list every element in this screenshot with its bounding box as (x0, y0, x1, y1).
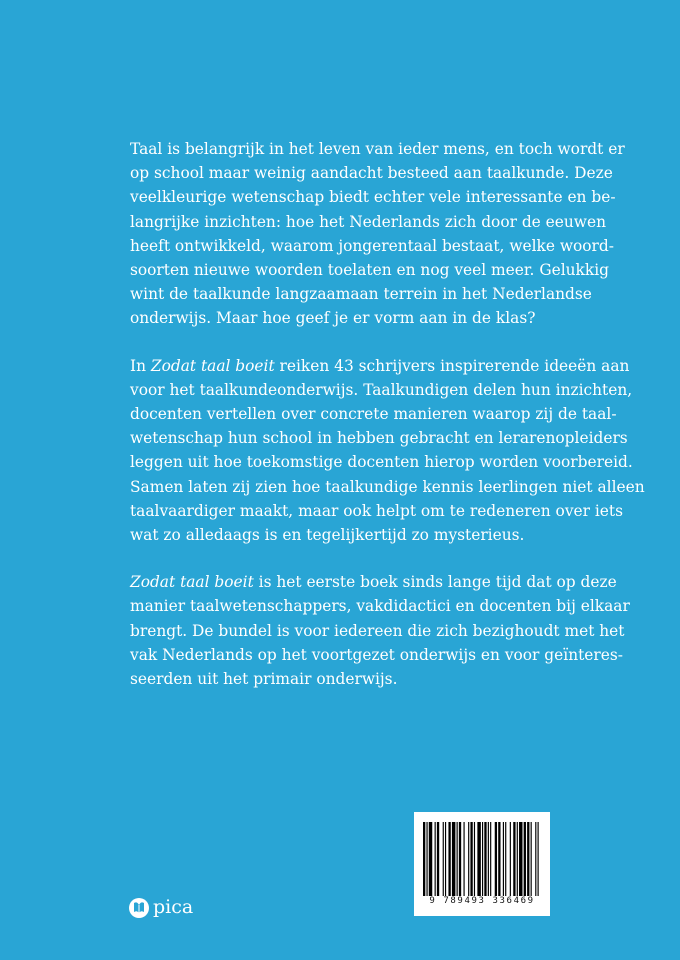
isbn-number: 9 789493 336469 (429, 896, 535, 906)
text-line: onderwijs. Maar hoe geef je er vorm aan in de klas? (130, 309, 536, 328)
barcode-bar (482, 822, 483, 896)
barcode-bar (538, 822, 539, 896)
publisher-logo (128, 896, 193, 920)
barcode-bar (443, 822, 444, 896)
barcode-bar (517, 822, 518, 896)
text-line: soorten nieuwe woorden toelaten en nog veel meer. Gelukkig (130, 261, 609, 280)
paragraph-2 (130, 354, 645, 548)
barcode-bar (445, 822, 446, 896)
blurb-text (130, 137, 645, 714)
text-line (130, 570, 617, 594)
barcode-bar (423, 822, 425, 896)
barcode-bar (535, 822, 536, 896)
barcode-bar (459, 822, 461, 896)
text-line (130, 354, 630, 378)
text-line: Samen laten zij zien hoe taalkundige kennis leerlingen niet alleen (130, 477, 645, 496)
barcode-bar (426, 822, 427, 896)
text-line: manier taalwetenschappers, vakdidactici en docenten bij elkaar (130, 597, 630, 616)
text-line: veelkleurige wetenschap biedt echter vele interessante en be- (130, 188, 616, 207)
barcode-bar (435, 822, 436, 896)
barcode-bar (498, 822, 500, 896)
barcode-bar (503, 822, 504, 896)
barcode-bar (470, 822, 472, 896)
barcode-bar (468, 822, 469, 896)
barcode-bar (448, 822, 450, 896)
text-line: wat zo alledaags is en tegelijkertijd zo mysterieus. (130, 526, 525, 545)
barcode-bar (527, 822, 529, 896)
publisher-name: pica (153, 896, 194, 918)
barcode-bar (490, 822, 491, 896)
book-title-italic: Zodat taal boeit (150, 356, 275, 375)
barcode-bar (474, 822, 475, 896)
barcode-bar (510, 822, 511, 896)
text-line: Taal is belangrijk in het leven van ieder mens, en toch wordt er (130, 140, 625, 158)
barcode-bar (477, 822, 480, 896)
text-line: wetenschap hun school in hebben gebracht en lerarenopleiders (130, 429, 628, 448)
barcode (414, 812, 550, 916)
paragraph-3 (130, 570, 630, 691)
text-line: langrijke inzichten: hoe het Nederlands zich door de eeuwen (130, 212, 607, 231)
barcode-bar (452, 822, 455, 896)
barcode-bar (513, 822, 515, 896)
text-line: brengt. De bundel is voor iedereen die zich bezighoudt met het (130, 621, 625, 640)
pica-logo-icon (128, 897, 150, 919)
text-line: heeft ontwikkeld, waarom jongerentaal bestaat, welke woord- (130, 236, 614, 255)
text-segment: reiken 43 schrijvers inspirerende ideeën aan (274, 356, 630, 375)
barcode-bar (437, 822, 439, 896)
book-title-italic: Zodat taal boeit (130, 573, 254, 592)
barcode-bar (505, 822, 506, 896)
barcode-bar (457, 822, 458, 896)
barcode-icon (423, 822, 541, 896)
text-line: wint de taalkunde langzaamaan terrein in het Nederlandse (130, 285, 592, 304)
barcode-bar (484, 822, 486, 896)
text-line: taalvaardiger maakt, maar ook helpt om te redeneren over iets (130, 501, 623, 520)
barcode-bar (488, 822, 489, 896)
barcode-bar (429, 822, 432, 896)
text-segment: In (130, 356, 151, 375)
text-line: leggen uit hoe toekomstige docenten hierop worden voorbereid. (130, 453, 633, 472)
text-segment: is het eerste boek sinds lange tijd dat op deze (253, 573, 617, 592)
text-line: docenten vertellen over concrete manieren waarop zij de taal- (130, 405, 617, 424)
barcode-bar (495, 822, 497, 896)
text-line: vak Nederlands op het voortgezet onderwijs en voor geïnteres- (130, 645, 623, 664)
paragraph-1 (130, 137, 625, 331)
barcode-bar (524, 822, 526, 896)
text-line: voor het taalkundeonderwijs. Taalkundigen delen hun inzichten, (130, 380, 633, 399)
text-line: seerden uit het primair onderwijs. (130, 670, 398, 689)
text-line: op school maar weinig aandacht besteed aan taalkunde. Deze (130, 164, 613, 183)
barcode-bar (519, 822, 522, 896)
barcode-bar (531, 822, 532, 896)
barcode-bar (463, 822, 464, 896)
